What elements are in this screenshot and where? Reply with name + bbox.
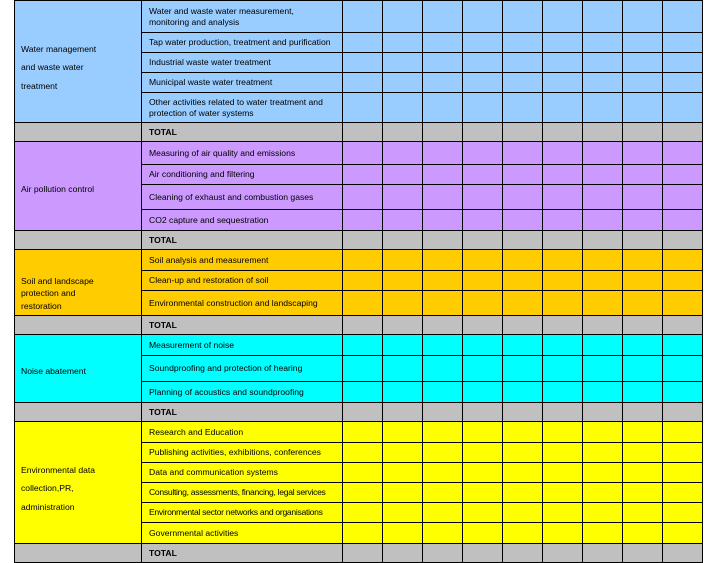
value-cell[interactable] [543,271,583,291]
value-cell[interactable] [383,271,423,291]
value-cell[interactable] [383,250,423,271]
value-cell[interactable] [503,422,543,443]
value-cell[interactable] [383,73,423,93]
total-value-cell[interactable] [623,403,663,422]
category-label-line: collection,PR, [21,483,74,494]
value-cell[interactable] [663,165,703,185]
value-cell[interactable] [623,33,663,53]
value-cell[interactable] [663,463,703,483]
value-cell[interactable] [383,503,423,523]
value-cell[interactable] [423,250,463,271]
category-label-line: treatment [21,80,58,91]
value-cell[interactable] [623,443,663,463]
value-cell[interactable] [343,356,383,382]
value-cell[interactable] [583,463,623,483]
value-cell[interactable] [583,483,623,503]
total-value-cell[interactable] [343,123,383,142]
value-cell[interactable] [423,53,463,73]
value-cell[interactable] [503,443,543,463]
value-cell[interactable] [463,291,503,316]
value-cell[interactable] [343,185,383,210]
value-cell[interactable] [583,503,623,523]
value-cell[interactable] [383,291,423,316]
total-value-cell[interactable] [423,544,463,563]
value-cell[interactable] [503,523,543,544]
value-cell[interactable] [543,503,583,523]
value-cell[interactable] [583,250,623,271]
value-cell[interactable] [343,210,383,231]
value-cell[interactable] [623,210,663,231]
value-cell[interactable] [383,483,423,503]
value-cell[interactable] [583,443,623,463]
value-cell[interactable] [663,33,703,53]
category-label-line: Air pollution control [21,183,95,194]
value-cell[interactable] [423,356,463,382]
value-cell[interactable] [463,503,503,523]
total-value-cell[interactable] [543,231,583,250]
value-cell[interactable] [663,356,703,382]
value-cell[interactable] [383,210,423,231]
category-cell-water [15,1,142,123]
value-cell[interactable] [583,73,623,93]
subcategory-cell: Soundproofing and protection of hearing [142,356,343,382]
value-cell[interactable] [503,250,543,271]
value-cell[interactable] [383,443,423,463]
value-cell[interactable] [543,53,583,73]
value-cell[interactable] [343,503,383,523]
value-cell[interactable] [423,210,463,231]
total-value-cell[interactable] [623,316,663,335]
value-cell[interactable] [543,443,583,463]
total-value-cell[interactable] [503,316,543,335]
value-cell[interactable] [623,291,663,316]
value-cell[interactable] [583,382,623,403]
total-value-cell[interactable] [503,231,543,250]
total-value-cell[interactable] [623,231,663,250]
category-label-line: Water management [21,44,97,55]
value-cell[interactable] [343,93,383,123]
subcategory-cell: Consulting, assessments, financing, legal services [142,483,343,503]
value-cell[interactable] [343,422,383,443]
value-cell[interactable] [623,53,663,73]
value-cell[interactable] [623,335,663,356]
subcategory-cell: Air conditioning and filtering [142,165,343,185]
total-value-cell[interactable] [583,316,623,335]
total-label: TOTAL [142,316,343,335]
category-cell-data [15,422,142,544]
value-cell[interactable] [463,443,503,463]
value-cell[interactable] [383,1,423,33]
total-value-cell[interactable] [663,544,703,563]
total-blank-cell [15,123,142,142]
total-value-cell[interactable] [423,316,463,335]
category-cell-noise [15,335,142,403]
value-cell[interactable] [343,250,383,271]
value-cell[interactable] [503,291,543,316]
value-cell[interactable] [543,291,583,316]
total-row [15,123,703,142]
value-cell[interactable] [343,73,383,93]
value-cell[interactable] [663,142,703,165]
value-cell[interactable] [423,335,463,356]
value-cell[interactable] [663,422,703,443]
value-cell[interactable] [543,185,583,210]
value-cell[interactable] [463,422,503,443]
value-cell[interactable] [343,291,383,316]
subcategory-cell: Data and communication systems [142,463,343,483]
total-value-cell[interactable] [423,231,463,250]
value-cell[interactable] [463,382,503,403]
value-cell[interactable] [583,185,623,210]
value-cell[interactable] [463,185,503,210]
value-cell[interactable] [383,185,423,210]
value-cell[interactable] [663,93,703,123]
value-cell[interactable] [583,523,623,544]
value-cell[interactable] [463,93,503,123]
total-value-cell[interactable] [383,123,423,142]
value-cell[interactable] [663,335,703,356]
category-label-line: Noise abatement [21,366,86,377]
subcategory-cell: Water and waste water measurement, monitoring and analysis [142,1,343,33]
total-label: TOTAL [142,123,343,142]
value-cell[interactable] [583,53,623,73]
value-cell[interactable] [383,335,423,356]
value-cell[interactable] [623,356,663,382]
value-cell[interactable] [663,483,703,503]
value-cell[interactable] [503,463,543,483]
total-label: TOTAL [142,403,343,422]
total-value-cell[interactable] [383,403,423,422]
subcategory-cell: Environmental construction and landscaping [142,291,343,316]
subcategory-cell: Soil analysis and measurement [142,250,343,271]
value-cell[interactable] [383,142,423,165]
value-cell[interactable] [423,291,463,316]
category-label-line: Environmental data [21,465,96,476]
category-label-line: administration [21,501,75,512]
value-cell[interactable] [503,335,543,356]
value-cell[interactable] [663,53,703,73]
value-cell[interactable] [543,250,583,271]
subcategory-cell: Other activities related to water treatment and protection of water systems [142,93,343,123]
value-cell[interactable] [463,73,503,93]
value-cell[interactable] [543,73,583,93]
total-blank-cell [15,316,142,335]
total-label: TOTAL [142,231,343,250]
total-value-cell[interactable] [423,403,463,422]
value-cell[interactable] [343,523,383,544]
value-cell[interactable] [463,523,503,544]
value-cell[interactable] [543,33,583,53]
category-label-line: and waste water [21,62,84,73]
value-cell[interactable] [383,93,423,123]
value-cell[interactable] [583,165,623,185]
value-cell[interactable] [543,1,583,33]
value-cell[interactable] [623,382,663,403]
subcategory-cell: Measurement of noise [142,335,343,356]
value-cell[interactable] [503,165,543,185]
value-cell[interactable] [343,443,383,463]
value-cell[interactable] [383,463,423,483]
value-cell[interactable] [463,1,503,33]
total-value-cell[interactable] [583,231,623,250]
total-value-cell[interactable] [583,123,623,142]
total-row [15,316,703,335]
value-cell[interactable] [383,53,423,73]
value-cell[interactable] [543,93,583,123]
value-cell[interactable] [543,165,583,185]
total-value-cell[interactable] [503,123,543,142]
value-cell[interactable] [543,483,583,503]
value-cell[interactable] [503,142,543,165]
total-value-cell[interactable] [463,231,503,250]
subcategory-cell: Environmental sector networks and organisations [142,503,343,523]
value-cell[interactable] [543,356,583,382]
value-cell[interactable] [583,93,623,123]
total-blank-cell [15,403,142,422]
total-value-cell[interactable] [623,544,663,563]
total-value-cell[interactable] [583,544,623,563]
value-cell[interactable] [343,142,383,165]
value-cell[interactable] [663,523,703,544]
value-cell[interactable] [423,463,463,483]
value-cell[interactable] [463,483,503,503]
value-cell[interactable] [623,1,663,33]
total-value-cell[interactable] [343,231,383,250]
value-cell[interactable] [503,185,543,210]
total-value-cell[interactable] [503,403,543,422]
value-cell[interactable] [663,1,703,33]
subcategory-cell: CO2 capture and sequestration [142,210,343,231]
category-cell-soil [15,250,142,316]
environmental-sector-table [14,0,703,563]
value-cell[interactable] [343,33,383,53]
value-cell[interactable] [463,335,503,356]
total-value-cell[interactable] [543,403,583,422]
category-label-line: restoration [21,300,62,311]
value-cell[interactable] [343,483,383,503]
value-cell[interactable] [663,382,703,403]
value-cell[interactable] [663,250,703,271]
total-value-cell[interactable] [663,316,703,335]
value-cell[interactable] [543,142,583,165]
value-cell[interactable] [423,503,463,523]
total-value-cell[interactable] [383,231,423,250]
value-cell[interactable] [623,185,663,210]
value-cell[interactable] [343,271,383,291]
category-label-line: protection and [21,288,76,299]
value-cell[interactable] [623,73,663,93]
value-cell[interactable] [423,382,463,403]
value-cell[interactable] [423,165,463,185]
value-cell[interactable] [343,382,383,403]
total-value-cell[interactable] [543,123,583,142]
value-cell[interactable] [423,443,463,463]
value-cell[interactable] [623,523,663,544]
value-cell[interactable] [543,463,583,483]
total-value-cell[interactable] [383,316,423,335]
total-value-cell[interactable] [503,544,543,563]
total-value-cell[interactable] [543,544,583,563]
subcategory-cell: Cleaning of exhaust and combustion gases [142,185,343,210]
table-row [15,422,703,443]
value-cell[interactable] [583,335,623,356]
total-value-cell[interactable] [663,231,703,250]
value-cell[interactable] [423,483,463,503]
total-value-cell[interactable] [463,544,503,563]
value-cell[interactable] [583,356,623,382]
value-cell[interactable] [543,335,583,356]
total-value-cell[interactable] [663,403,703,422]
value-cell[interactable] [423,523,463,544]
total-label: TOTAL [142,544,343,563]
value-cell[interactable] [463,463,503,483]
value-cell[interactable] [623,503,663,523]
value-cell[interactable] [543,210,583,231]
subcategory-cell: Industrial waste water treatment [142,53,343,73]
value-cell[interactable] [503,382,543,403]
value-cell[interactable] [623,422,663,443]
value-cell[interactable] [623,142,663,165]
value-cell[interactable] [663,210,703,231]
table-row [15,1,703,33]
total-value-cell[interactable] [463,403,503,422]
value-cell[interactable] [583,33,623,53]
value-cell[interactable] [663,271,703,291]
value-cell[interactable] [503,356,543,382]
value-cell[interactable] [663,443,703,463]
total-value-cell[interactable] [463,123,503,142]
value-cell[interactable] [623,165,663,185]
subcategory-cell: Clean-up and restoration of soil [142,271,343,291]
value-cell[interactable] [503,503,543,523]
subcategory-cell: Municipal waste water treatment [142,73,343,93]
value-cell[interactable] [463,250,503,271]
total-value-cell[interactable] [343,403,383,422]
value-cell[interactable] [503,483,543,503]
value-cell[interactable] [503,1,543,33]
value-cell[interactable] [423,185,463,210]
subcategory-cell: Publishing activities, exhibitions, conferences [142,443,343,463]
value-cell[interactable] [383,382,423,403]
value-cell[interactable] [423,142,463,165]
value-cell[interactable] [583,210,623,231]
category-label-line: Soil and landscape [21,276,94,287]
value-cell[interactable] [463,271,503,291]
table-row [15,335,703,356]
value-cell[interactable] [423,33,463,53]
value-cell[interactable] [503,53,543,73]
value-cell[interactable] [463,210,503,231]
value-cell[interactable] [583,271,623,291]
total-value-cell[interactable] [343,544,383,563]
value-cell[interactable] [503,271,543,291]
value-cell[interactable] [383,523,423,544]
value-cell[interactable] [503,210,543,231]
value-cell[interactable] [583,142,623,165]
value-cell[interactable] [383,422,423,443]
value-cell[interactable] [623,93,663,123]
total-blank-cell [15,231,142,250]
subcategory-cell: Measuring of air quality and emissions [142,142,343,165]
value-cell[interactable] [663,73,703,93]
subcategory-cell: Research and Education [142,422,343,443]
value-cell[interactable] [343,53,383,73]
value-cell[interactable] [623,250,663,271]
value-cell[interactable] [463,165,503,185]
value-cell[interactable] [663,291,703,316]
value-cell[interactable] [423,422,463,443]
value-cell[interactable] [383,165,423,185]
total-value-cell[interactable] [583,403,623,422]
value-cell[interactable] [423,271,463,291]
total-value-cell[interactable] [663,123,703,142]
value-cell[interactable] [463,53,503,73]
total-row [15,544,703,563]
value-cell[interactable] [463,142,503,165]
value-cell[interactable] [343,1,383,33]
value-cell[interactable] [543,523,583,544]
total-value-cell[interactable] [423,123,463,142]
value-cell[interactable] [383,33,423,53]
value-cell[interactable] [503,33,543,53]
subcategory-cell: Planning of acoustics and soundproofing [142,382,343,403]
total-value-cell[interactable] [463,316,503,335]
value-cell[interactable] [623,463,663,483]
total-blank-cell [15,544,142,563]
value-cell[interactable] [463,356,503,382]
category-cell-air [15,142,142,231]
total-value-cell[interactable] [543,316,583,335]
value-cell[interactable] [663,185,703,210]
value-cell[interactable] [623,483,663,503]
table-row [15,250,703,271]
table-row [15,142,703,165]
subcategory-cell: Tap water production, treatment and purification [142,33,343,53]
total-value-cell[interactable] [623,123,663,142]
total-value-cell[interactable] [383,544,423,563]
value-cell[interactable] [503,93,543,123]
total-row [15,403,703,422]
subcategory-cell: Governmental activities [142,523,343,544]
value-cell[interactable] [343,463,383,483]
total-value-cell[interactable] [343,316,383,335]
value-cell[interactable] [383,356,423,382]
value-cell[interactable] [663,503,703,523]
value-cell[interactable] [503,73,543,93]
value-cell[interactable] [423,73,463,93]
value-cell[interactable] [463,33,503,53]
value-cell[interactable] [583,422,623,443]
value-cell[interactable] [423,1,463,33]
value-cell[interactable] [583,291,623,316]
value-cell[interactable] [423,93,463,123]
value-cell[interactable] [343,165,383,185]
total-row [15,231,703,250]
value-cell[interactable] [623,271,663,291]
value-cell[interactable] [343,335,383,356]
value-cell[interactable] [543,382,583,403]
value-cell[interactable] [543,422,583,443]
value-cell[interactable] [583,1,623,33]
